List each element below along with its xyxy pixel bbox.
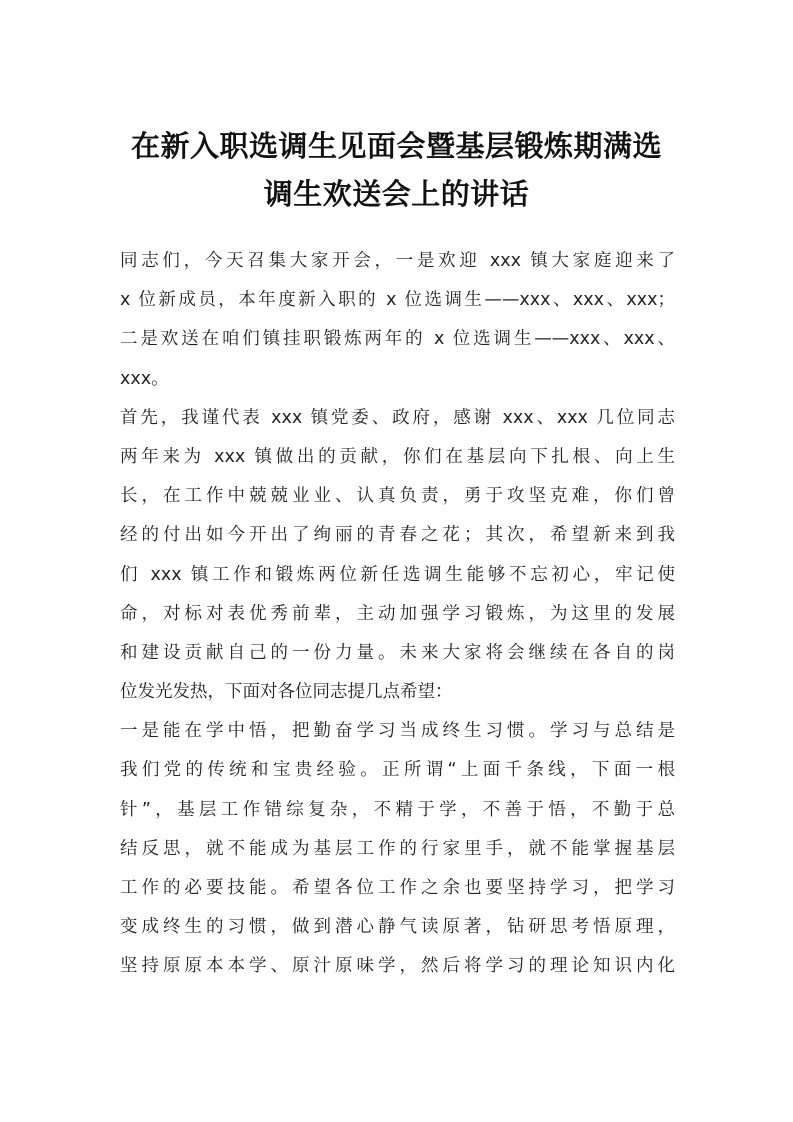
body-line: 我们党的传统和宝贵经验。正所谓“上面千条线，下面一根: [120, 760, 675, 781]
body-line: 一是能在学中悟，把勤奋学习当成终生习惯。学习与总结是: [120, 721, 675, 742]
body-line: 两年来为 xxx 镇做出的贡献，你们在基层向下扎根、向上生: [120, 446, 675, 467]
document-title-line-2: 调生欢送会上的讲话: [263, 177, 530, 211]
document-title-line-1: 在新入职选调生见面会暨基层锻炼期满选: [130, 129, 662, 163]
body-line: 针”，基层工作错综复杂，不精于学，不善于悟，不勤于总: [120, 799, 675, 820]
body-line: 坚持原原本本学、原汁原味学，然后将学习的理论知识内化: [120, 956, 675, 977]
body-line: 首先，我谨代表 xxx 镇党委、政府，感谢 xxx、xxx 几位同志: [120, 407, 675, 428]
body-line: 同志们，今天召集大家开会，一是欢迎 xxx 镇大家庭迎来了: [120, 251, 675, 271]
document-body: [120, 242, 675, 987]
body-line: xxx。: [120, 368, 169, 389]
body-line: 变成终生的习惯，做到潜心静气读原著，钻研思考悟原理，: [120, 917, 675, 938]
body-line: 们 xxx 镇工作和锻炼两位新任选调生能够不忘初心，牢记使: [120, 564, 675, 585]
body-line: 位发光发热，下面对各位同志提几点希望：: [120, 682, 453, 703]
body-line: 经的付出如今开出了绚丽的青春之花；其次，希望新来到我: [120, 525, 675, 546]
body-line: 和建设贡献自己的一份力量。未来大家将会继续在各自的岗: [120, 642, 675, 663]
body-line: 工作的必要技能。希望各位工作之余也要坚持学习，把学习: [120, 878, 675, 898]
body-line: 长，在工作中兢兢业业、认真负责，勇于攻坚克难，你们曾: [120, 486, 675, 507]
body-line: 命，对标对表优秀前辈，主动加强学习锻炼，为这里的发展: [120, 603, 675, 624]
body-line: 二是欢送在咱们镇挂职锻炼两年的 x 位选调生——xxx、xxx、: [120, 329, 675, 350]
body-line: 结反思，就不能成为基层工作的行家里手，就不能掌握基层: [120, 838, 675, 859]
body-line: x 位新成员，本年度新入职的 x 位选调生——xxx、xxx、xxx；: [120, 290, 675, 311]
